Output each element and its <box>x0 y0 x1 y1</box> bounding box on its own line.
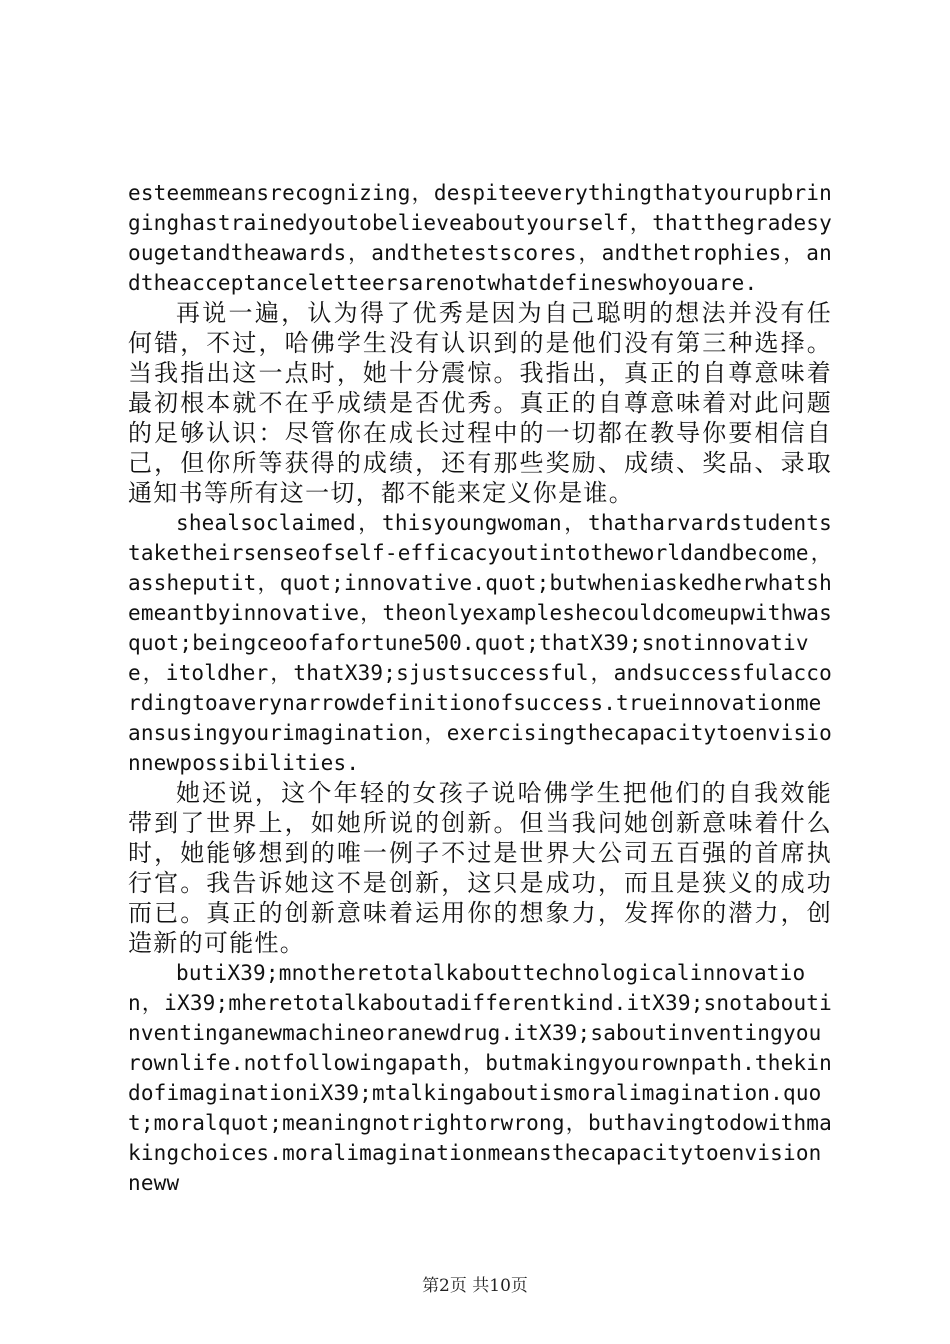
paragraph-english-1: esteemmeansrecognizing，despiteeverythingthatyourupbringinghastrainedyoutobelieveaboutyourself，thatthegradesyougetandtheawards，andthetestscores，andthetrophies，andtheacceptanceletteersarenotwhatdefineswhoyouare. <box>128 181 832 295</box>
paragraph-english-3: butiX39;mnotheretotalkabouttechnologicalinnovation，iX39;mheretotalkaboutadifferentkind.itX39;snotaboutinventinganewmachineoranewdrug.itX39;saboutinventingyourownlife.notfollowingapath，butmakingyourownpath.thekindofimaginationiX39;mtalkingaboutismoralimagination.quot;moralquot;meaningnotrightorwrong，buthavingtodowithmakingchoices.moralimaginationmeansthecapacitytoenvisionneww <box>128 961 832 1195</box>
document-body <box>128 178 832 1198</box>
paragraph-english-2: shealsoclaimed，thisyoungwoman，thatharvardstudentstaketheirsenseofself-efficacyoutintotheworldandbecome，assheputit，quot;innovative.quot;butwheniaskedherwhatshemeantbyinnovative，theonlyexampleshecouldcomeupwithwasquot;beingceoofafortune500.quot;thatX39;snotinnovative，itoldher，thatX39;sjustsuccessful，andsuccessfulaccordingtoaverynarrowdefinitionofsuccess.trueinnovationmeansusingyourimagination，exercisingthecapacitytoenvisionnewpossibilities. <box>128 511 832 775</box>
paragraph-chinese-1: 再说一遍，认为得了优秀是因为自己聪明的想法并没有任何错，不过，哈佛学生没有认识到的是他们没有第三种选择。当我指出这一点时，她十分震惊。我指出，真正的自尊意味着最初根本就不在乎成绩是否优秀。真正的自尊意味着对此问题的足够认识：尽管你在成长过程中的一切都在教导你要相信自己，但你所等获得的成绩，还有那些奖励、成绩、奖品、录取通知书等所有这一切，都不能来定义你是谁。 <box>128 299 832 507</box>
page-number-footer: 第2页 共10页 <box>422 1276 528 1296</box>
paragraph-chinese-2: 她还说，这个年轻的女孩子说哈佛学生把他们的自我效能带到了世界上，如她所说的创新。但当我问她创新意味着什么时，她能够想到的唯一例子不过是世界大公司五百强的首席执行官。我告诉她这不是创新，这只是成功，而且是狭义的成功而已。真正的创新意味着运用你的想象力，发挥你的潜力，创造新的可能性。 <box>128 779 832 957</box>
